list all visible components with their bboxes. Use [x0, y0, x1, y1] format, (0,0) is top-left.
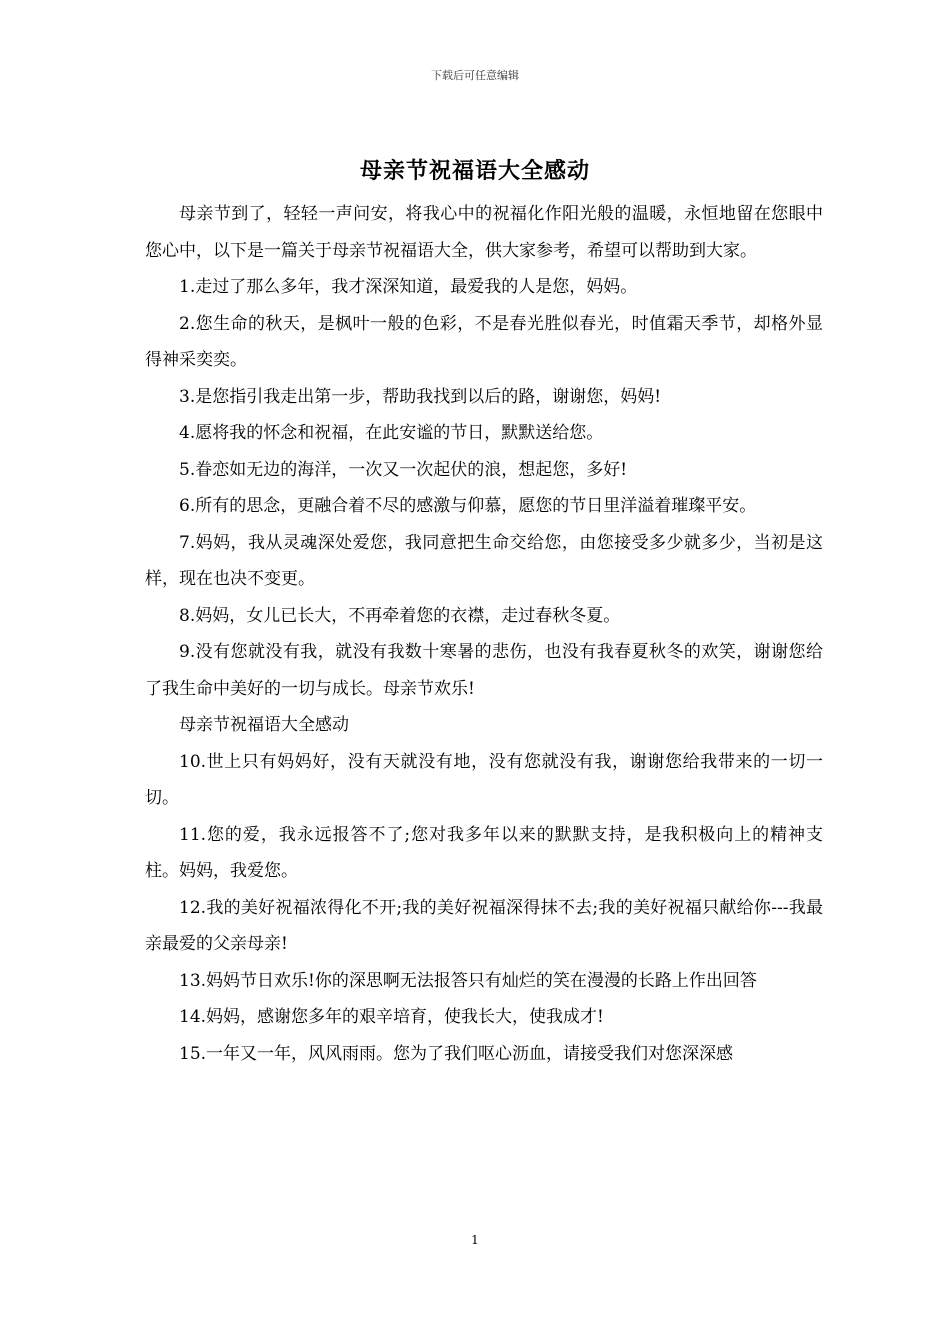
paragraph: 9.没有您就没有我，就没有我数十寒暑的悲伤，也没有我春夏秋冬的欢笑，谢谢您给了我生命中美好的一切与成长。母亲节欢乐! [145, 642, 823, 699]
paragraph: 8.妈妈，女儿已长大，不再牵着您的衣襟，走过春秋冬夏。 [179, 605, 621, 626]
paragraph: 14.妈妈，感谢您多年的艰辛培育，使我长大，使我成才! [179, 1007, 604, 1027]
section-subheading: 母亲节祝福语大全感动 [179, 715, 349, 735]
paragraph: 1.走过了那么多年，我才深深知道，最爱我的人是您，妈妈。 [179, 277, 638, 297]
paragraph: 2.您生命的秋天，是枫叶一般的色彩，不是春光胜似春光，时值霜天季节，却格外显得神采奕奕。 [145, 313, 823, 370]
paragraph: 15.一年又一年，风风雨雨。您为了我们呕心沥血，请接受我们对您深深感 [179, 1043, 734, 1064]
header-note: 下载后可任意编辑 [431, 69, 519, 82]
intro-paragraph: 母亲节到了，轻轻一声问安，将我心中的祝福化作阳光般的温暖，永恒地留在您眼中您心中，以下是一篇关于母亲节祝福语大全，供大家参考，希望可以帮助到大家。 [145, 204, 823, 261]
document-body [145, 196, 823, 1072]
page-number: 1 [471, 1233, 479, 1247]
paragraph: 13.妈妈节日欢乐!你的深思啊无法报答只有灿烂的笑在漫漫的长路上作出回答 [179, 970, 757, 991]
paragraph: 6.所有的思念，更融合着不尽的感激与仰慕，愿您的节日里洋溢着璀璨平安。 [179, 496, 757, 516]
paragraph: 7.妈妈，我从灵魂深处爱您，我同意把生命交给您，由您接受多少就多少，当初是这样，现在也决不变更。 [145, 532, 823, 589]
paragraph: 10.世上只有妈妈好，没有天就没有地，没有您就没有我，谢谢您给我带来的一切一切。 [145, 751, 823, 808]
document-title: 母亲节祝福语大全感动 [359, 159, 590, 184]
paragraph: 11.您的爱，我永远报答不了;您对我多年以来的默默支持，是我积极向上的精神支柱。妈妈，我爱您。 [145, 824, 823, 881]
paragraph: 3.是您指引我走出第一步，帮助我找到以后的路，谢谢您，妈妈! [179, 386, 662, 407]
paragraph: 12.我的美好祝福浓得化不开;我的美好祝福深得抹不去;我的美好祝福只献给你---我最亲最爱的父亲母亲! [145, 897, 823, 954]
paragraph: 5.眷恋如无边的海洋，一次又一次起伏的浪，想起您，多好! [179, 459, 628, 480]
paragraph: 4.愿将我的怀念和祝福，在此安谧的节日，默默送给您。 [179, 423, 604, 443]
